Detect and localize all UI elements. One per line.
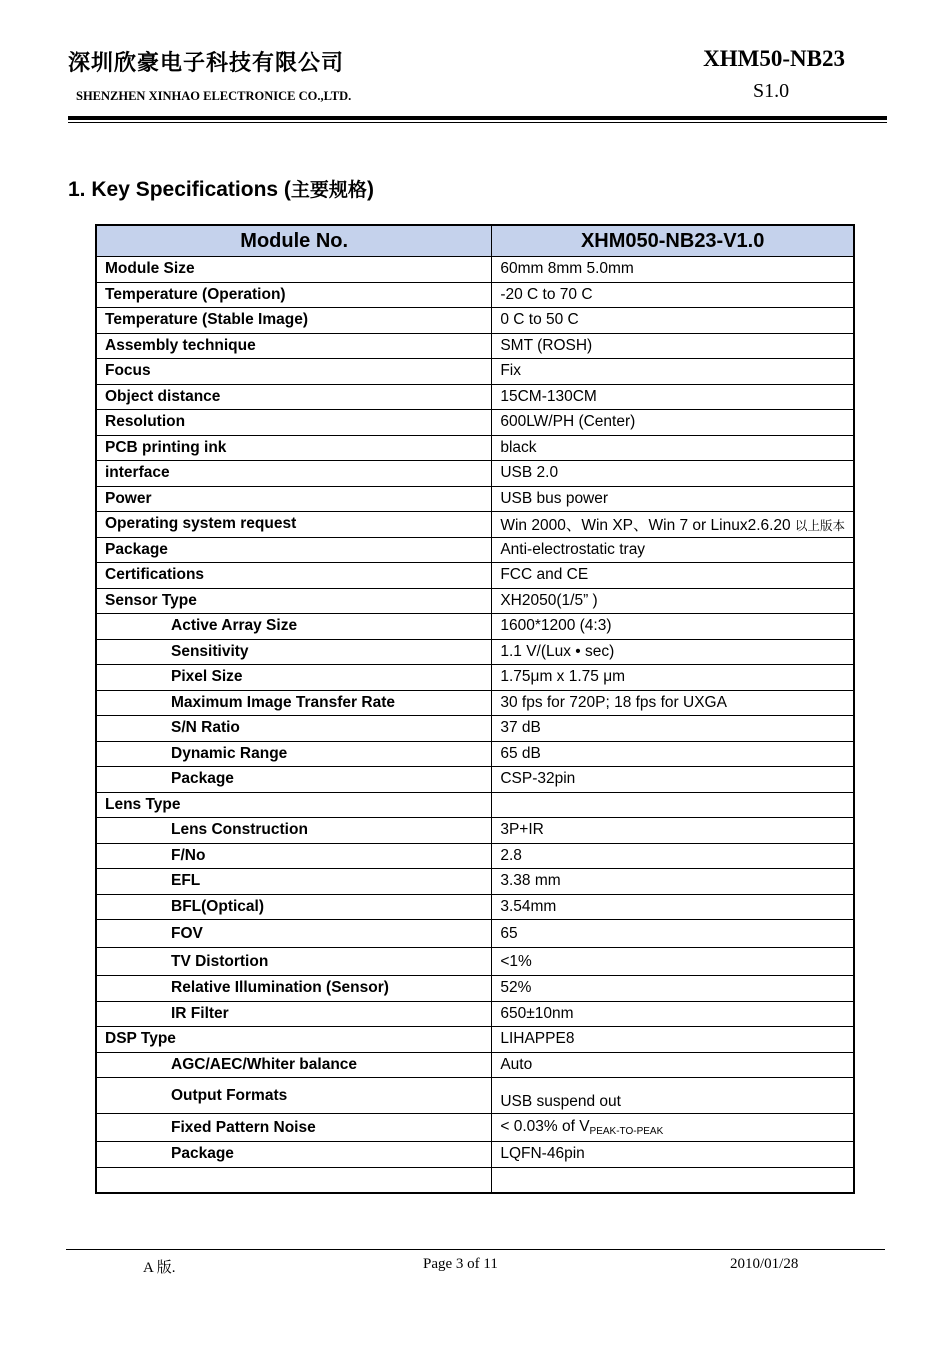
spec-label: Certifications (96, 563, 492, 589)
table-row (96, 359, 854, 385)
spec-value: LIHAPPE8 (492, 1027, 854, 1053)
spec-label: Temperature (Operation) (96, 282, 492, 308)
table-row (96, 563, 854, 589)
spec-value: 1600*1200 (4:3) (492, 614, 854, 640)
spec-value: black (492, 435, 854, 461)
table-row (96, 639, 854, 665)
table-row (96, 690, 854, 716)
table-row (96, 435, 854, 461)
spec-value: 3.54mm (492, 894, 854, 920)
table-row (96, 843, 854, 869)
spec-value-empty (492, 1167, 854, 1193)
spec-value: USB 2.0 (492, 461, 854, 487)
spec-label: Temperature (Stable Image) (96, 308, 492, 334)
spec-value: Anti-electrostatic tray (492, 537, 854, 563)
spec-label: F/No (96, 843, 492, 869)
header-divider-thin (68, 122, 887, 123)
spec-label: Focus (96, 359, 492, 385)
section-title-cn: 主要规格 (290, 179, 367, 201)
spec-value: USB suspend out (492, 1078, 854, 1114)
spec-value: Fix (492, 359, 854, 385)
spec-label: Maximum Image Transfer Rate (96, 690, 492, 716)
spec-value: Auto (492, 1052, 854, 1078)
document-version: S1.0 (753, 80, 790, 102)
spec-label: Fixed Pattern Noise (96, 1114, 492, 1142)
table-row (96, 512, 854, 538)
fpn-subscript: PEAK-TO-PEAK (589, 1126, 664, 1137)
table-row (96, 741, 854, 767)
footer-divider (66, 1249, 885, 1250)
spec-label: Assembly technique (96, 333, 492, 359)
table-row (96, 665, 854, 691)
spec-label: Pixel Size (96, 665, 492, 691)
table-row (96, 257, 854, 283)
company-name-cn: 深圳欣豪电子科技有限公司 (68, 51, 345, 76)
table-row-empty (96, 1167, 854, 1193)
table-row (96, 1078, 854, 1114)
fpn-value: < 0.03% of V (500, 1118, 590, 1135)
footer-edition: A 版. (143, 1260, 176, 1276)
table-row (96, 1142, 854, 1168)
spec-label: Resolution (96, 410, 492, 436)
table-row (96, 976, 854, 1002)
spec-value (492, 1114, 854, 1142)
table-row (96, 1001, 854, 1027)
spec-value: 37 dB (492, 716, 854, 742)
spec-label: Package (96, 767, 492, 793)
table-row (96, 282, 854, 308)
table-row (96, 384, 854, 410)
table-row (96, 1027, 854, 1053)
table-row (96, 869, 854, 895)
table-row (96, 333, 854, 359)
table-row (96, 308, 854, 334)
section-number: 1. (68, 178, 86, 201)
spec-value: 650±10nm (492, 1001, 854, 1027)
spec-value: XH2050(1/5” ) (492, 588, 854, 614)
spec-value: SMT (ROSH) (492, 333, 854, 359)
footer-date: 2010/01/28 (730, 1256, 799, 1272)
spec-label: Power (96, 486, 492, 512)
table-row (96, 818, 854, 844)
spec-label-empty (96, 1167, 492, 1193)
spec-value: 52% (492, 976, 854, 1002)
table-row (96, 614, 854, 640)
spec-value: CSP-32pin (492, 767, 854, 793)
spec-table-header (96, 225, 854, 257)
table-row (96, 920, 854, 948)
spec-label: Module Size (96, 257, 492, 283)
table-row (96, 486, 854, 512)
table-row (96, 792, 854, 818)
spec-label: DSP Type (96, 1027, 492, 1053)
table-row (96, 588, 854, 614)
spec-value: 1.75μm x 1.75 μm (492, 665, 854, 691)
spec-value: 600LW/PH (Center) (492, 410, 854, 436)
spec-value: 65 dB (492, 741, 854, 767)
spec-label: Sensitivity (96, 639, 492, 665)
spec-value: -20 C to 70 C (492, 282, 854, 308)
table-row (96, 894, 854, 920)
table-row (96, 1114, 854, 1142)
spec-label: Relative Illumination (Sensor) (96, 976, 492, 1002)
spec-label: BFL(Optical) (96, 894, 492, 920)
company-name-en: SHENZHEN XINHAO ELECTRONICE CO.,LTD. (76, 89, 352, 103)
spec-label: FOV (96, 920, 492, 948)
spec-label: interface (96, 461, 492, 487)
header-module-no: Module No. (96, 225, 492, 257)
spec-value: 3.38 mm (492, 869, 854, 895)
table-row (96, 948, 854, 976)
spec-value: FCC and CE (492, 563, 854, 589)
spec-label: Sensor Type (96, 588, 492, 614)
spec-value (492, 512, 854, 538)
spec-value: USB bus power (492, 486, 854, 512)
os-list: Win 2000、Win XP、Win 7 or Linux2.6.20 (500, 517, 795, 535)
spec-label: TV Distortion (96, 948, 492, 976)
spec-value: 60mm 8mm 5.0mm (492, 257, 854, 283)
spec-value: 65 (492, 920, 854, 948)
spec-label: AGC/AEC/Whiter balance (96, 1052, 492, 1078)
spec-label: Operating system request (96, 512, 492, 538)
spec-value: LQFN-46pin (492, 1142, 854, 1168)
table-row (96, 410, 854, 436)
spec-table (95, 224, 855, 1194)
spec-label: PCB printing ink (96, 435, 492, 461)
model-number: XHM50-NB23 (703, 46, 845, 71)
table-row (96, 1052, 854, 1078)
spec-value (492, 792, 854, 818)
table-row (96, 461, 854, 487)
spec-value: 1.1 V/(Lux • sec) (492, 639, 854, 665)
spec-label: Lens Construction (96, 818, 492, 844)
spec-value: 2.8 (492, 843, 854, 869)
spec-label: Active Array Size (96, 614, 492, 640)
spec-label: EFL (96, 869, 492, 895)
spec-value: 0 C to 50 C (492, 308, 854, 334)
spec-label: Output Formats (96, 1078, 492, 1114)
header-module-model: XHM050-NB23-V1.0 (492, 225, 854, 257)
section-title-text: Key Specifications ( (91, 178, 291, 201)
section-title (68, 175, 374, 202)
header-divider-thick (68, 116, 887, 120)
spec-value: <1% (492, 948, 854, 976)
spec-label: IR Filter (96, 1001, 492, 1027)
spec-label: Package (96, 1142, 492, 1168)
os-version-suffix: 以上版本 (794, 518, 845, 534)
spec-label: Lens Type (96, 792, 492, 818)
table-row (96, 716, 854, 742)
spec-label: S/N Ratio (96, 716, 492, 742)
spec-label: Package (96, 537, 492, 563)
spec-value: 3P+IR (492, 818, 854, 844)
spec-value: 30 fps for 720P; 18 fps for UXGA (492, 690, 854, 716)
spec-label: Object distance (96, 384, 492, 410)
table-row (96, 537, 854, 563)
footer-page-number: Page 3 of 11 (423, 1256, 498, 1272)
spec-label: Dynamic Range (96, 741, 492, 767)
section-title-end: ) (366, 178, 374, 201)
spec-value: 15CM-130CM (492, 384, 854, 410)
table-row (96, 767, 854, 793)
